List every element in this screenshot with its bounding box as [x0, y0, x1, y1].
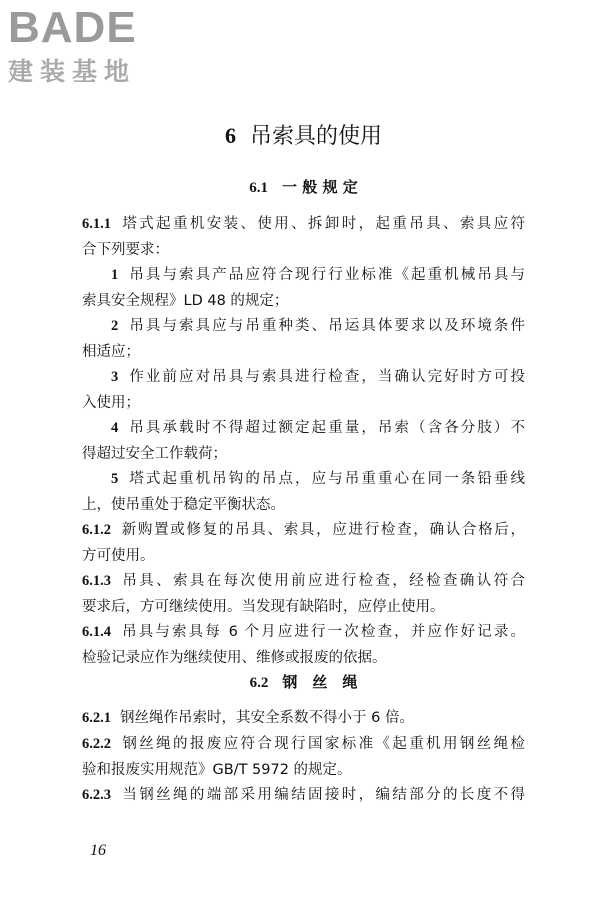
item-number: 1	[111, 267, 119, 283]
clause-line: 3 作业前应对吊具与索具进行检查，当确认完好时方可投	[111, 369, 525, 385]
section-title-text: 一 般 规 定	[282, 178, 358, 196]
clause-line: 6.2.2 钢丝绳的报废应符合现行国家标准《起重机用钢丝绳检	[82, 736, 525, 752]
clause-line: 验和报废实用规范》GB/T 5972 的规定。	[82, 761, 352, 778]
clause-line: 6.1.4 吊具与索具每 6 个月应进行一次检查，并应作好记录。	[82, 624, 525, 640]
item-number: 4	[111, 420, 119, 436]
clause-line: 索具安全规程》LD 48 的规定；	[82, 292, 289, 309]
watermark	[8, 4, 178, 88]
clause-line: 检验记录应作为继续使用、维修或报废的依据。	[82, 649, 387, 666]
section-title-6-1	[82, 175, 525, 200]
clause-item-4	[82, 416, 525, 467]
section-number: 6.1	[249, 180, 269, 196]
chapter-title-text: 吊索具的使用	[249, 124, 382, 149]
clause-line: 上，使吊重处于稳定平衡状态。	[82, 496, 285, 513]
clause-line: 要求后，方可继续使用。当发现有缺陷时，应停止使用。	[82, 598, 445, 615]
clause-item-5	[82, 467, 525, 518]
clause-line: 5 塔式起重机吊钩的吊点，应与吊重重心在同一条铅垂线	[111, 471, 525, 487]
clause-line: 得超过安全工作载荷；	[82, 445, 227, 462]
item-number: 2	[111, 318, 119, 334]
clause-line: 合下列要求：	[82, 241, 169, 258]
item-number: 5	[111, 471, 119, 487]
clause-6-2-2	[82, 732, 525, 783]
clause-item-3	[82, 365, 525, 416]
clause-6-2-3	[82, 783, 525, 809]
clause-line: 入使用；	[82, 394, 140, 411]
clause-line: 6.2.1 钢丝绳作吊索时，其安全系数不得小于 6 倍。	[82, 710, 414, 726]
clause-6-2-1	[82, 706, 525, 732]
clause-number: 6.1.3	[82, 573, 111, 589]
clause-line: 6.1.3 吊具、索具在每次使用前应进行检查，经检查确认符合	[82, 573, 525, 589]
section-title-text: 钢 丝 绳	[282, 673, 358, 691]
item-number: 3	[111, 369, 119, 385]
clause-number: 6.2.3	[82, 787, 111, 803]
section-title-6-2	[82, 670, 525, 695]
clause-number: 6.1.1	[82, 216, 111, 232]
clause-item-2	[82, 314, 525, 365]
clause-6-1-4	[82, 620, 525, 671]
clause-line: 4 吊具承载时不得超过额定起重量，吊索（含各分肢）不	[111, 420, 525, 436]
chapter-title	[82, 121, 525, 152]
clause-number: 6.2.1	[82, 710, 111, 726]
clause-line: 6.2.3 当钢丝绳的端部采用编结固接时，编结部分的长度不得	[82, 787, 525, 803]
clause-6-1-2	[82, 518, 525, 569]
watermark-logo: BADE	[8, 3, 137, 52]
clause-line: 方可使用。	[82, 547, 155, 564]
section-number: 6.2	[249, 675, 269, 691]
watermark-subtitle: 建装基地	[8, 57, 137, 86]
clause-line: 1 吊具与索具产品应符合现行行业标准《起重机械吊具与	[111, 267, 525, 283]
chapter-number: 6	[224, 123, 236, 148]
clause-number: 6.2.2	[82, 736, 111, 752]
page-number: 16	[90, 842, 106, 859]
clause-number: 6.1.2	[82, 522, 111, 538]
clause-line: 6.1.1 塔式起重机安装、使用、拆卸时，起重吊具、索具应符	[82, 216, 525, 232]
clause-line: 6.1.2 新购置或修复的吊具、索具，应进行检查，确认合格后，	[82, 522, 525, 538]
clause-line: 相适应；	[82, 343, 140, 360]
clause-number: 6.1.4	[82, 624, 111, 640]
clause-item-1	[82, 263, 525, 314]
clause-line: 2 吊具与索具应与吊重种类、吊运具体要求以及环境条件	[111, 318, 525, 334]
clause-6-1-1	[82, 212, 525, 263]
clause-6-1-3	[82, 569, 525, 620]
